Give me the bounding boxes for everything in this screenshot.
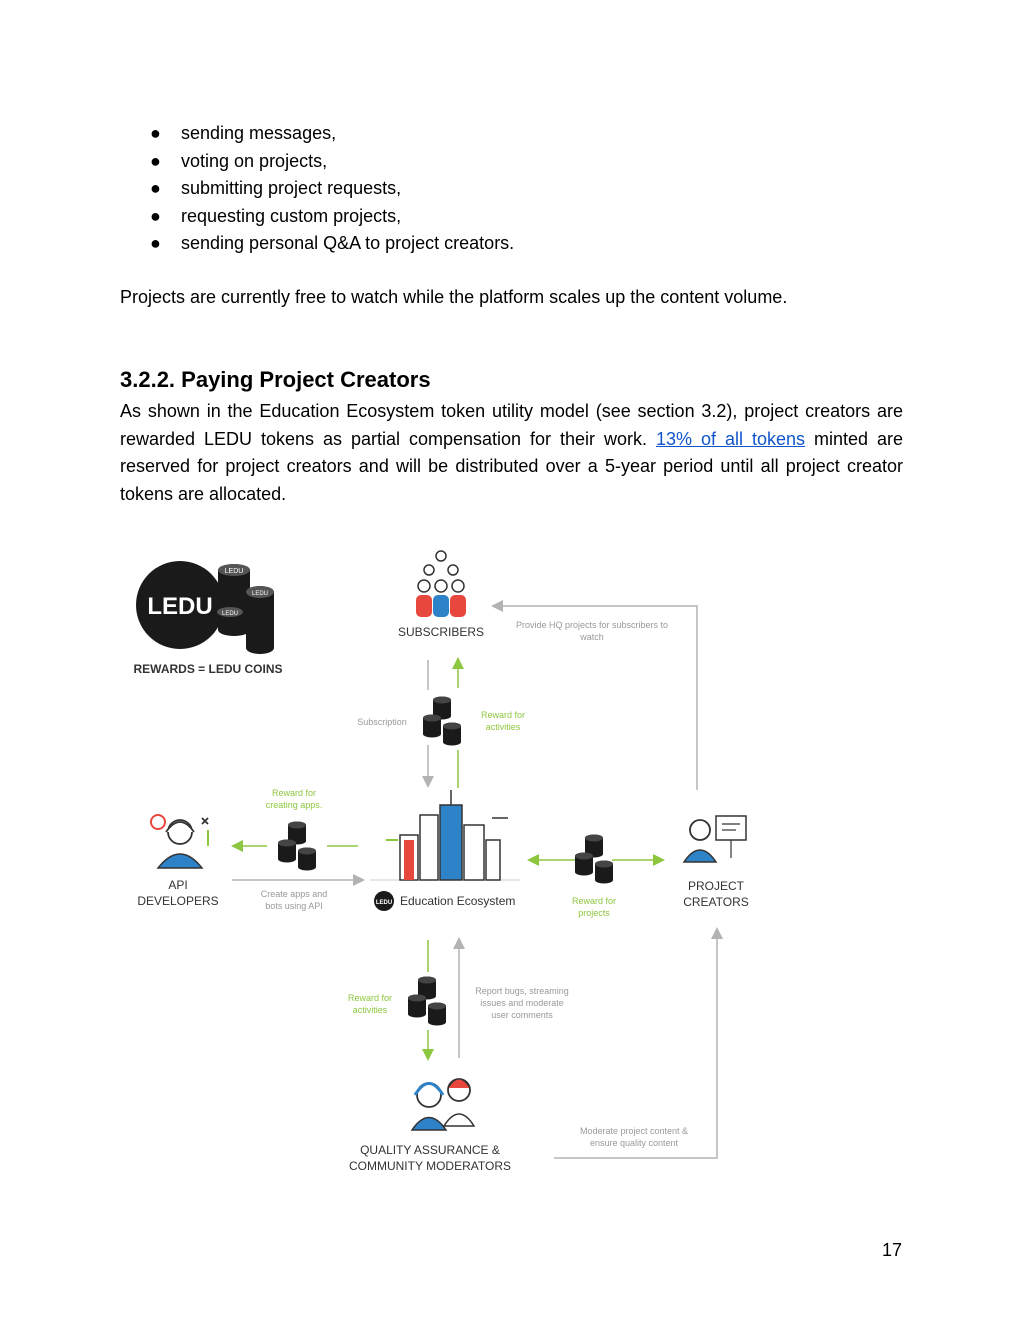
tokens-link[interactable]: 13% of all tokens <box>655 428 805 449</box>
svg-text:LEDU: LEDU <box>221 611 239 617</box>
coin-stack-icon <box>278 822 316 871</box>
svg-text:bots using API: bots using API <box>265 901 323 911</box>
svg-text:LEDU: LEDU <box>251 591 269 597</box>
bullet-icon: ● <box>150 123 161 143</box>
svg-text:Reward for: Reward for <box>271 788 317 798</box>
bullet-list <box>150 120 514 258</box>
bullet-icon: ● <box>150 150 161 171</box>
city-icon <box>370 790 520 880</box>
token-utility-diagram <box>122 540 770 1185</box>
svg-text:Reward for: Reward for <box>347 993 393 1003</box>
ledu-logo-icon <box>136 561 274 654</box>
svg-text:watch: watch <box>580 632 604 642</box>
arrow-qa-to-creators <box>554 930 717 1158</box>
project-creator-icon <box>684 816 746 862</box>
list-item: ● requesting custom projects, <box>150 203 514 231</box>
list-item: ● sending personal Q&A to project creators. <box>150 230 514 258</box>
svg-text:Moderate project content &: Moderate project content & <box>579 1126 689 1136</box>
subscribers-label: SUBSCRIBERS <box>397 625 485 639</box>
svg-text:activities: activities <box>485 722 521 732</box>
coin-stack-icon <box>575 835 613 884</box>
svg-text:projects: projects <box>578 908 610 918</box>
section-heading: 3.2.2. Paying Project Creators <box>120 367 431 392</box>
svg-text:CREATORS: CREATORS <box>683 895 749 909</box>
coin-stack-icon <box>423 697 461 746</box>
svg-text:issues and moderate: issues and moderate <box>480 998 564 1008</box>
section-body: As shown in the Education Ecosystem token utility model (see section 3.2), project creators are rewarded LEDU tokens as partial compensation for their work. 13% of all tokens minted are reserved for project creators and will be distributed over a 5-year period until all project creator tokens are allocated. <box>120 401 903 504</box>
svg-text:QUALITY ASSURANCE &: QUALITY ASSURANCE & <box>360 1143 500 1157</box>
subscribers-icon <box>416 551 466 617</box>
svg-text:user comments: user comments <box>491 1010 553 1020</box>
svg-text:LEDU: LEDU <box>147 593 213 620</box>
developer-icon <box>151 815 208 868</box>
svg-text:creating apps.: creating apps. <box>265 800 323 810</box>
ecosystem-logo-icon <box>374 891 394 911</box>
svg-text:LEDU: LEDU <box>375 900 393 906</box>
free-note: Projects are currently free to watch while the platform scales up the content volume. <box>120 287 788 307</box>
svg-text:DEVELOPERS: DEVELOPERS <box>137 894 219 908</box>
svg-text:LEDU: LEDU <box>224 568 244 575</box>
svg-text:Report bugs, streaming: Report bugs, streaming <box>475 986 569 996</box>
svg-text:ensure quality content: ensure quality content <box>589 1138 679 1148</box>
bullet-icon: ● <box>150 178 161 199</box>
svg-text:API: API <box>168 878 188 892</box>
ecosystem-label: Education Ecosystem <box>400 894 516 908</box>
svg-text:Subscription: Subscription <box>357 717 407 727</box>
bullet-icon: ● <box>150 233 161 254</box>
svg-text:Reward for: Reward for <box>480 710 526 720</box>
svg-text:Create apps and: Create apps and <box>260 889 328 899</box>
qa-moderators-icon <box>412 1079 474 1130</box>
svg-text:activities: activities <box>352 1005 388 1015</box>
rewards-label: REWARDS = LEDU COINS <box>133 662 283 676</box>
list-item: ● sending messages, <box>150 120 514 148</box>
list-item: ● voting on projects, <box>150 148 514 176</box>
svg-text:PROJECT: PROJECT <box>687 879 745 893</box>
coin-stack-icon <box>217 564 274 654</box>
svg-text:Reward for: Reward for <box>571 896 617 906</box>
svg-text:COMMUNITY MODERATORS: COMMUNITY MODERATORS <box>348 1159 512 1173</box>
list-item: ● submitting project requests, <box>150 175 514 203</box>
bullet-icon: ● <box>150 205 161 226</box>
svg-text:Provide HQ projects for subscr: Provide HQ projects for subscribers to <box>515 620 669 630</box>
page-number: 17 <box>882 1240 903 1260</box>
coin-stack-icon <box>408 977 446 1026</box>
